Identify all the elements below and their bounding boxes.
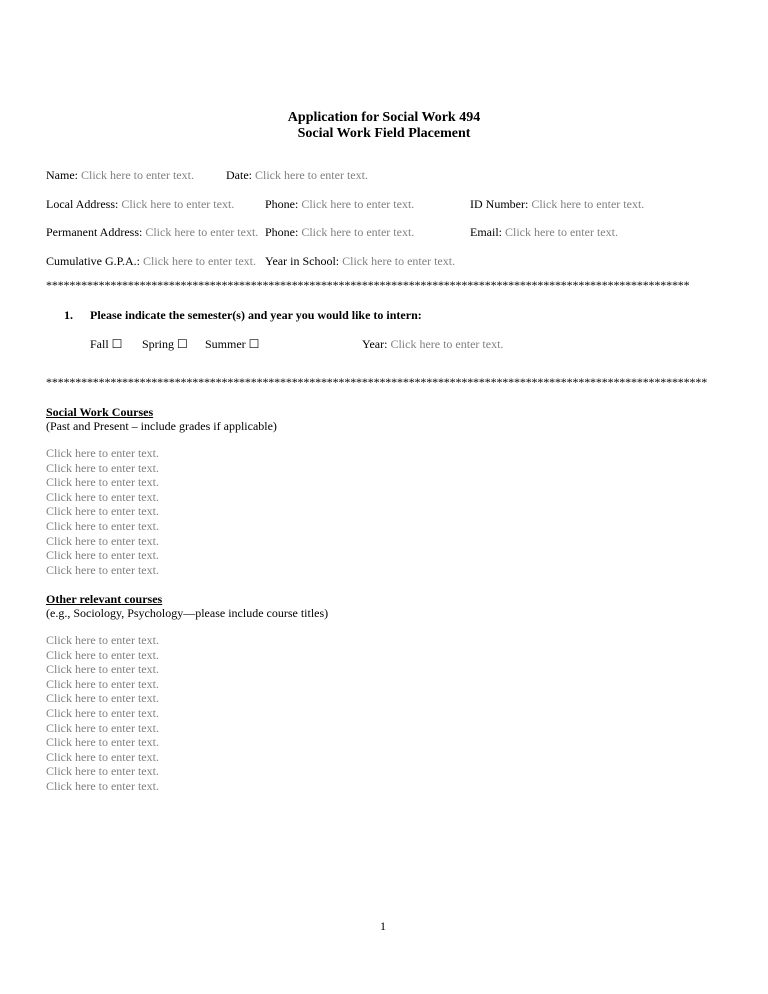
document-title: Application for Social Work 494 [287,110,481,125]
summer-option [205,337,259,351]
course-entry[interactable]: Click here to enter text. [46,647,159,662]
gpa-label: Cumulative G.P.A.: [46,254,141,268]
year-in-school-label: Year in School: [265,254,340,268]
course-entry[interactable]: Click here to enter text. [46,778,159,793]
separator-line: ************************************************************************************************************** [46,279,690,291]
document-subtitle: Social Work Field Placement [297,126,471,141]
spring-label: Spring [142,337,175,351]
permanent-phone-label: Phone: [265,225,299,239]
local-phone-input[interactable]: Click here to enter text. [301,197,415,211]
separator-line: ***************************************************************************************************************** [46,376,708,388]
local-phone-field [265,197,414,211]
name-field [46,168,194,182]
course-entry[interactable]: Click here to enter text. [46,446,159,460]
year-input[interactable]: Click here to enter text. [390,337,504,351]
course-entry[interactable]: Click here to enter text. [46,764,159,779]
fall-label: Fall [90,337,109,351]
course-entry[interactable]: Click here to enter text. [46,749,159,764]
gpa-input[interactable]: Click here to enter text. [143,254,256,268]
course-entry[interactable]: Click here to enter text. [46,504,159,519]
social-work-courses-list [46,446,159,577]
year-in-school-field [265,254,455,268]
id-number-field [470,197,644,211]
summer-checkbox[interactable]: ☐ [248,337,260,351]
other-courses-list [46,633,159,794]
course-entry[interactable]: Click here to enter text. [46,691,159,706]
course-entry[interactable]: Click here to enter text. [46,676,159,691]
year-in-school-input[interactable]: Click here to enter text. [342,254,456,268]
other-courses-subheading: (e.g., Sociology, Psychology—please include course titles) [46,606,329,620]
page-number: 1 [380,919,386,933]
spring-checkbox[interactable]: ☐ [177,337,188,351]
fall-option [90,337,122,351]
id-number-label: ID Number: [470,197,529,211]
spring-option [142,337,188,351]
course-entry[interactable]: Click here to enter text. [46,662,159,677]
course-entry[interactable]: Click here to enter text. [46,562,159,577]
email-field [470,225,618,239]
summer-label: Summer [205,337,246,351]
name-input[interactable]: Click here to enter text. [81,168,194,182]
year-label: Year: [362,337,388,351]
permanent-address-input[interactable]: Click here to enter text. [145,225,259,239]
name-label: Name: [46,168,78,182]
course-entry[interactable]: Click here to enter text. [46,705,159,720]
gpa-field [46,254,256,268]
date-input[interactable]: Click here to enter text. [255,168,368,182]
course-entry[interactable]: Click here to enter text. [46,735,159,750]
email-input[interactable]: Click here to enter text. [505,225,618,239]
question-text: Please indicate the semester(s) and year you would like to intern: [90,308,422,322]
year-field [362,337,503,351]
course-entry[interactable]: Click here to enter text. [46,475,159,490]
permanent-phone-input[interactable]: Click here to enter text. [301,225,415,239]
local-address-input[interactable]: Click here to enter text. [121,197,235,211]
course-entry[interactable]: Click here to enter text. [46,460,159,475]
course-entry[interactable]: Click here to enter text. [46,548,159,563]
local-phone-label: Phone: [265,197,299,211]
date-label: Date: [226,168,252,182]
social-work-courses-subheading: (Past and Present – include grades if applicable) [46,419,277,433]
question-number: 1. [64,308,73,322]
permanent-address-label: Permanent Address: [46,225,143,239]
course-entry[interactable]: Click here to enter text. [46,720,159,735]
course-entry[interactable]: Click here to enter text. [46,533,159,548]
course-entry[interactable]: Click here to enter text. [46,518,159,533]
id-number-input[interactable]: Click here to enter text. [531,197,645,211]
course-entry[interactable]: Click here to enter text. [46,489,159,504]
email-label: Email: [470,225,502,239]
fall-checkbox[interactable]: ☐ [111,337,123,351]
local-address-field [46,197,234,211]
local-address-label: Local Address: [46,197,119,211]
date-field [226,168,368,182]
permanent-address-field [46,225,258,239]
permanent-phone-field [265,225,414,239]
other-courses-heading: Other relevant courses [46,592,163,606]
course-entry[interactable]: Click here to enter text. [46,633,159,647]
social-work-courses-heading: Social Work Courses [46,405,154,419]
